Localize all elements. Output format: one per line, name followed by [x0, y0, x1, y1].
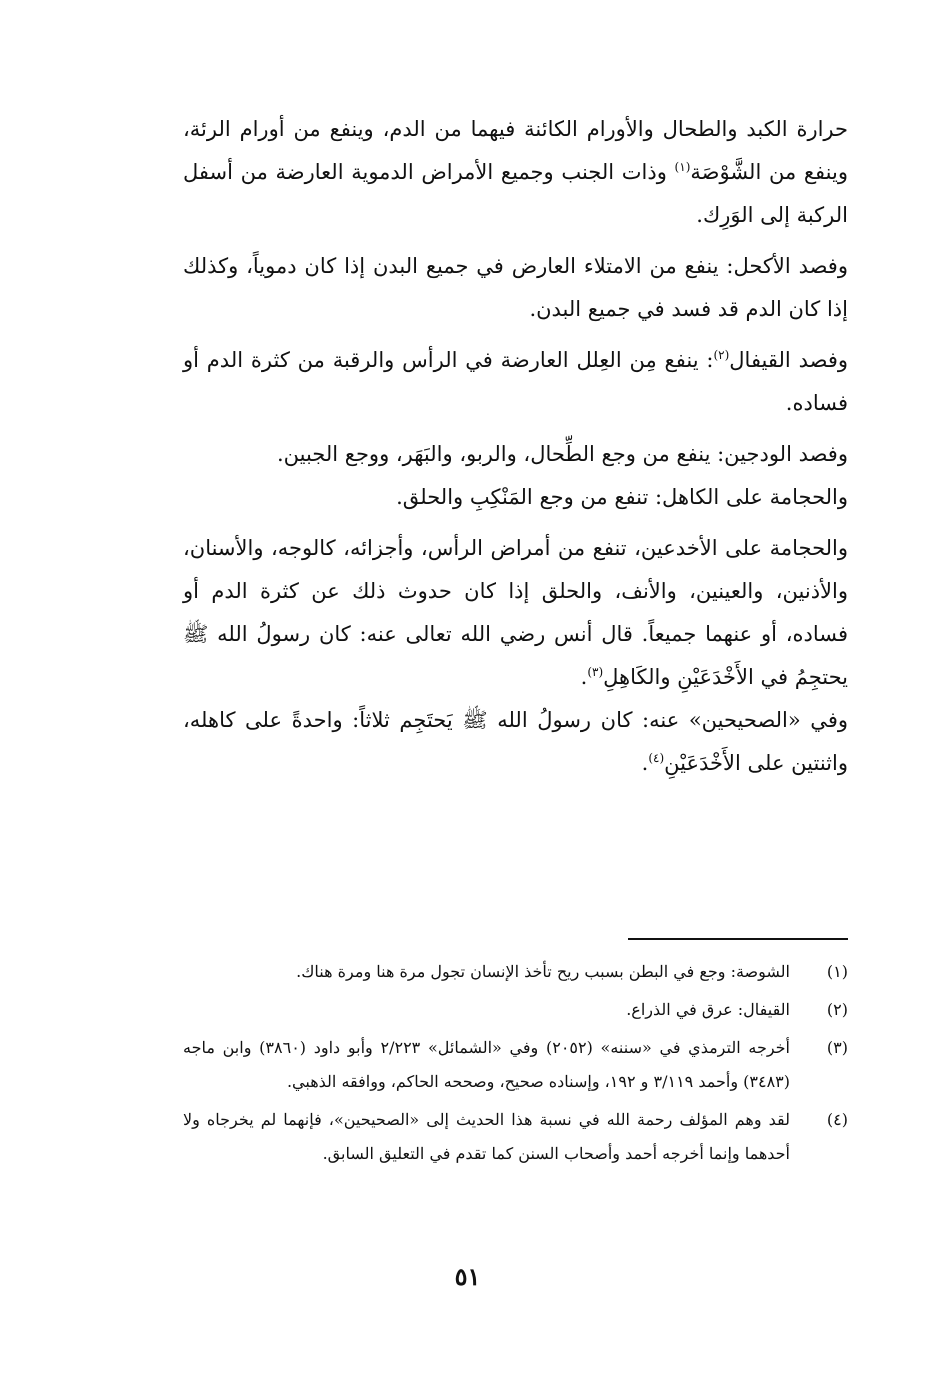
footnote-ref-4[interactable]: (٤) — [648, 751, 665, 765]
page-number: ٥١ — [454, 1262, 481, 1291]
main-text — [183, 108, 848, 785]
footnote-number: (٢) — [826, 1000, 848, 1019]
footnote-number: (٣) — [826, 1038, 848, 1057]
paragraph-7: وفي «الصحيحين» عنه: كان رسولُ الله ﷺ يَحتَجِم ثلاثاً: واحدةً على كاهله، واثنتين على الأَخْدَعَيْنِ$^{(٤)}$. — [183, 708, 848, 775]
footnote-ref-1[interactable]: (١) — [674, 160, 691, 174]
footnote-ref-3[interactable]: (٣) — [587, 665, 604, 679]
paragraph-1: حرارة الكبد والطحال والأورام الكائنة فيهما من الدم، وينفع من أورام الرئة، وينفع من الشَّوْصَة$^{(١)}$ وذات الجنب وجميع الأمراض الدموية العارضة من أسفل الركبة إلى الوَرِك. — [183, 117, 848, 227]
footnote-text: لقد وهم المؤلف رحمة الله في نسبة هذا الحديث إلى «الصحيحين»، فإنهما لم يخرجاه ولا أحدهما وإنما أخرجه أحمد وأصحاب السنن كما تقدم في التعليق السابق. — [183, 1110, 790, 1163]
footnote-text: القيفال: عرق في الذراع. — [626, 1000, 790, 1019]
footnote-ref-2[interactable]: (٢) — [713, 348, 730, 362]
paragraph-6: والحجامة على الأخدعين، تنفع من أمراض الرأس، وأجزائه، كالوجه، والأسنان، والأذنين، والعينين، والأنف، والحلق إذا كان حدوث ذلك عن كثرة الدم أو فساده، أو عنهما جميعاً. قال أنس رضي الله تعالى عنه: كان رسولُ الله ﷺ يحتجِمُ في الأَخْدَعَيْنِ والكَاهِلِ$^{(٣)}$. — [183, 536, 848, 689]
footnote-text: أخرجه الترمذي في «سننه» (٢٠٥٢) وفي «الشمائل» ٢/٢٢٣ وأبو داود (٣٨٦٠) وابن ماجه (٣٤٨٣) وأحمد ٣/١١٩ و ١٩٢، وإسناده صحيح، وصححه الحاكم، ووافقه الذهبي. — [183, 1038, 791, 1091]
footnotes — [183, 955, 848, 1175]
paragraph-4: وفصد الودجين: ينفع من وجع الطِّحال، والربو، والبَهَر، ووجع الجبين. — [276, 442, 848, 466]
footnote-separator — [628, 938, 848, 940]
footnote-4 — [183, 1103, 848, 1171]
paragraph-5: والحجامة على الكاهل: تنفع من وجع المَنْكِبِ والحلق. — [396, 485, 848, 509]
footnote-3 — [183, 1031, 848, 1099]
paragraph-3: وفصد القيفال$^{(٢)}$: ينفع مِن العِلل العارضة في الرأس والرقبة من كثرة الدم أو فساده. — [183, 348, 848, 415]
footnote-2 — [183, 993, 848, 1027]
footnote-number: (٤) — [826, 1110, 848, 1129]
footnote-text: الشوصة: وجع في البطن بسبب ريح تأخذ الإنسان تجول مرة هنا ومرة هناك. — [296, 962, 790, 981]
footnote-1 — [183, 955, 848, 989]
footnote-number: (١) — [826, 962, 848, 981]
paragraph-2: وفصد الأكحل: ينفع من الامتلاء العارض في جميع البدن إذا كان دموياً، وكذلك إذا كان الدم قد فسد في جميع البدن. — [183, 254, 848, 321]
